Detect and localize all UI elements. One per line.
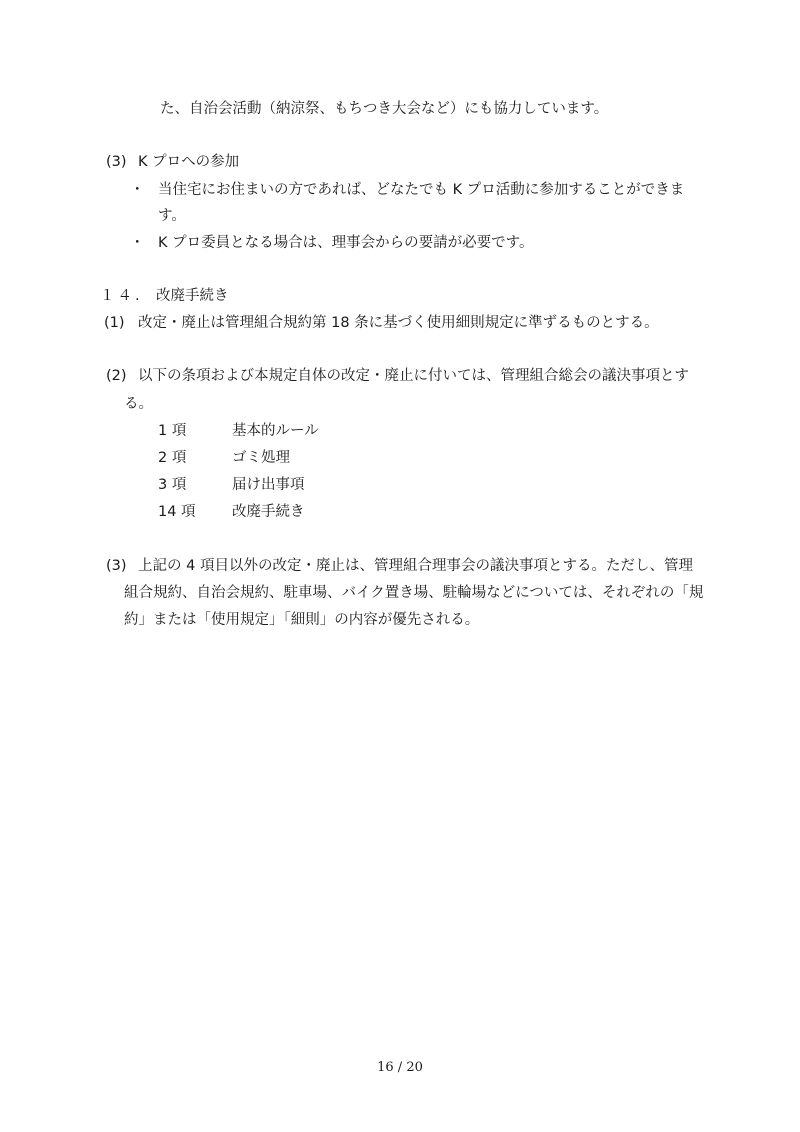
kpro-heading: K プロへの参加 (138, 154, 240, 170)
item-3-line-3: 約」または「使用規定」「細則」の内容が優先される。 (124, 612, 480, 628)
kpro-bullet-1-line-1: 当住宅にお住まいの方であれば、どなたでも K プロ活動に参加することができま (158, 182, 685, 198)
kpro-bullet-1-line-2: す。 (158, 208, 186, 224)
section-number: １４. (100, 288, 143, 304)
continuation-text: た、自治会活動（納涼祭、もちつき大会など）にも協力しています。 (160, 101, 609, 117)
bullet-icon: ・ (130, 235, 145, 251)
page-total: 20 (406, 1060, 423, 1075)
list-item-number: 14 項 (158, 504, 196, 520)
item-3-number: (3) (106, 558, 127, 574)
kpro-bullet-2: K プロ委員となる場合は、理事会からの要請が必要です。 (158, 235, 534, 251)
item-2-number: (2) (106, 368, 127, 384)
list-item-name: 改廃手続き (232, 504, 305, 520)
list-item-number: 1 項 (158, 423, 187, 439)
item-2-line-2: る。 (124, 396, 153, 412)
item-2-line-1: 以下の条項および本規定自体の改定・廃止に付いては、管理組合総会の議決事項とす (138, 368, 689, 384)
item-3-line-1: 上記の 4 項目以外の改定・廃止は、管理組合理事会の議決事項とする。ただし、管理 (138, 558, 693, 574)
page-number (0, 1060, 800, 1075)
item-1-text: 改定・廃止は管理組合規約第 18 条に基づく使用細則規定に準ずるものとする。 (138, 315, 659, 331)
list-item-name: 届け出事項 (232, 477, 305, 493)
page-current: 16 (377, 1060, 394, 1075)
list-item-number: 2 項 (158, 450, 187, 466)
page-separator: / (397, 1060, 403, 1075)
item-3-line-2: 組合規約、自治会規約、駐車場、バイク置き場、駐輪場などについては、それぞれの「規 (124, 585, 704, 601)
section-title: 改廃手続き (156, 288, 229, 304)
list-item-number: 3 項 (158, 477, 187, 493)
list-item-name: 基本的ルール (232, 423, 319, 439)
bullet-icon: ・ (130, 182, 145, 198)
item-1-number: (1) (104, 315, 125, 331)
list-item-name: ゴミ処理 (232, 450, 290, 466)
kpro-heading-number: (3) (106, 154, 127, 170)
